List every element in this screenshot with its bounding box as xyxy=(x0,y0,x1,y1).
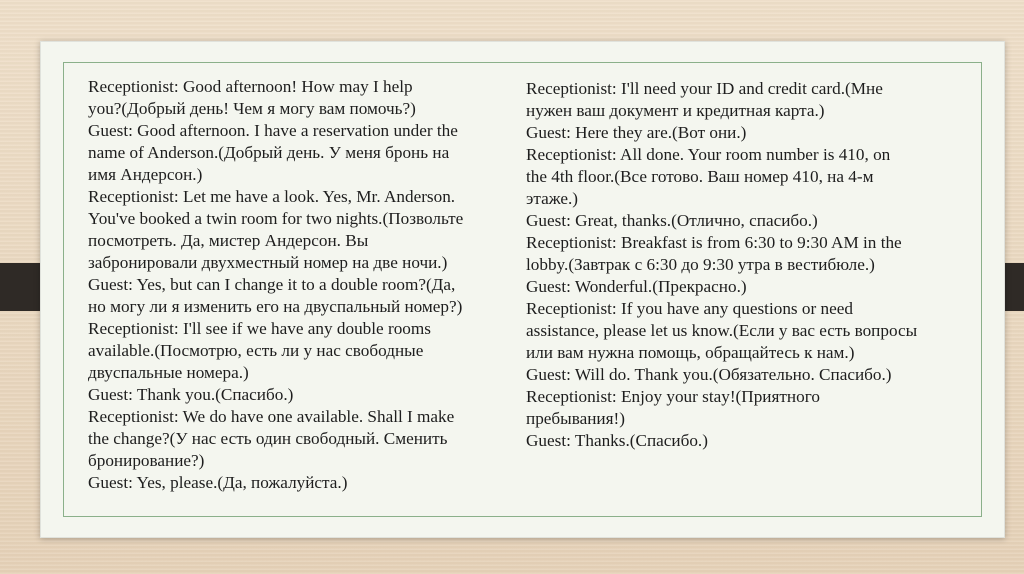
dialogue-line: бронирование?) xyxy=(88,451,205,470)
dialogue-line: assistance, please let us know.(Если у вас есть вопросы xyxy=(526,321,918,340)
dialogue-line: Receptionist: Breakfast is from 6:30 to 9:30 AM in the xyxy=(526,233,902,252)
dialogue-line: этаже.) xyxy=(526,189,579,208)
dialogue-line: the change?(У нас есть один свободный. Сменить xyxy=(88,429,448,448)
dialogue-line: двуспальные номера.) xyxy=(88,363,249,382)
dialogue-line: name of Anderson.(Добрый день. У меня бронь на xyxy=(88,143,450,162)
dialogue-line: Receptionist: Good afternoon! How may I help xyxy=(88,77,413,96)
dialogue-line: you?(Добрый день! Чем я могу вам помочь?) xyxy=(88,99,416,118)
dialogue-line: забронировали двухместный номер на две ночи.) xyxy=(88,253,448,272)
dialogue-line: Guest: Thank you.(Спасибо.) xyxy=(88,385,294,404)
dialogue-line: available.(Посмотрю, есть ли у нас свободные xyxy=(88,341,424,360)
dialogue-line: Guest: Great, thanks.(Отлично, спасибо.) xyxy=(526,211,818,230)
dialogue-line: You've booked a twin room for two nights.(Позвольте xyxy=(88,209,464,228)
dialogue-line: Guest: Wonderful.(Прекрасно.) xyxy=(526,277,747,296)
dialogue-line: Receptionist: Enjoy your stay!(Приятного xyxy=(526,387,820,406)
dialogue-line: или вам нужна помощь, обращайтесь к нам.) xyxy=(526,343,855,362)
dialogue-line: Receptionist: We do have one available. Shall I make xyxy=(88,407,455,426)
dialogue-line: Receptionist: I'll see if we have any double rooms xyxy=(88,319,431,338)
dialogue-left-column xyxy=(88,76,508,494)
dialogue-line: посмотреть. Да, мистер Андерсон. Вы xyxy=(88,231,369,250)
dialogue-line: Guest: Yes, but can I change it to a double room?(Да, xyxy=(88,275,456,294)
dialogue-line: Receptionist: I'll need your ID and credit card.(Мне xyxy=(526,79,883,98)
dialogue-right-column xyxy=(526,78,959,452)
dialogue-line: Receptionist: If you have any questions or need xyxy=(526,299,853,318)
dialogue-line: Guest: Good afternoon. I have a reservation under the xyxy=(88,121,458,140)
dialogue-line: Guest: Thanks.(Спасибо.) xyxy=(526,431,708,450)
dialogue-line: пребывания!) xyxy=(526,409,625,428)
dialogue-line: Guest: Yes, please.(Да, пожалуйста.) xyxy=(88,473,348,492)
dialogue-line: Receptionist: All done. Your room number is 410, on xyxy=(526,145,891,164)
slide-card xyxy=(40,41,1005,538)
dialogue-line: нужен ваш документ и кредитная карта.) xyxy=(526,101,825,120)
dialogue-line: имя Андерсон.) xyxy=(88,165,203,184)
dialogue-line: lobby.(Завтрак с 6:30 до 9:30 утра в вестибюле.) xyxy=(526,255,875,274)
dialogue-line: Receptionist: Let me have a look. Yes, Mr. Anderson. xyxy=(88,187,456,206)
dialogue-line: но могу ли я изменить его на двуспальный номер?) xyxy=(88,297,463,316)
dialogue-line: Guest: Here they are.(Вот они.) xyxy=(526,123,747,142)
dialogue-line: the 4th floor.(Все готово. Ваш номер 410, на 4-м xyxy=(526,167,874,186)
dialogue-line: Guest: Will do. Thank you.(Обязательно. Спасибо.) xyxy=(526,365,892,384)
